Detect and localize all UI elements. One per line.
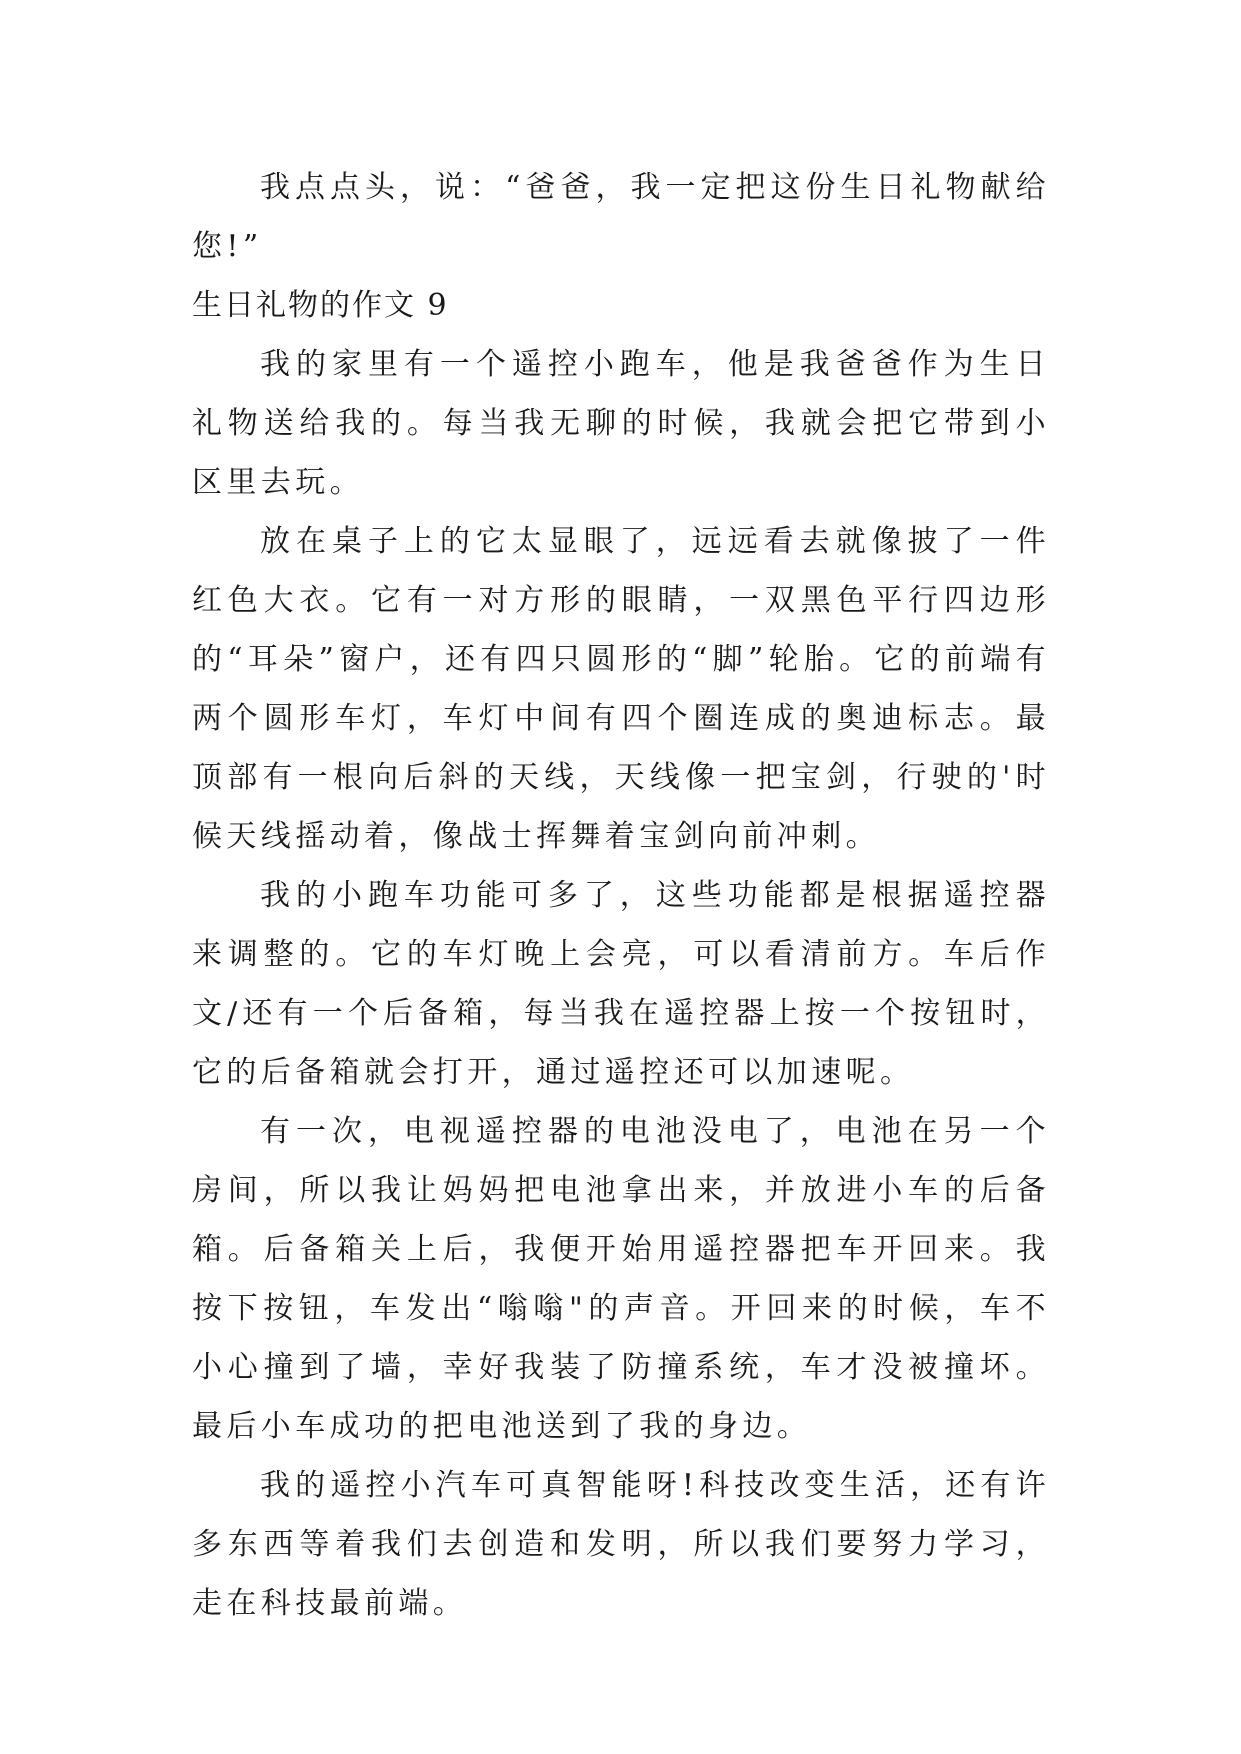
paragraph: 放在桌子上的它太显眼了，远远看去就像披了一件红色大衣。它有一对方形的眼睛，一双黑色平行四边形的“耳朵”窗户，还有四只圆形的“脚”轮胎。它的前端有两个圆形车灯，车灯中间有四个圈连成的奥迪标志。最顶部有一根向后斜的天线，天线像一把宝剑，行驶的'时候天线摇动着，像战士挥舞着宝剑向前冲刺。	[192, 524, 1050, 854]
paragraph: 我的遥控小汽车可真智能呀!科技改变生活，还有许多东西等着我们去创造和发明，所以我们要努力学习，走在科技最前端。	[192, 1468, 1050, 1621]
paragraph: 有一次，电视遥控器的电池没电了，电池在另一个房间，所以我让妈妈把电池拿出来，并放进小车的后备箱。后备箱关上后，我便开始用遥控器把车开回来。我按下按钮，车发出“嗡嗡"的声音。开回来的时候，车不小心撞到了墙，幸好我装了防撞系统，车才没被撞坏。最后小车成功的把电池送到了我的身边。	[192, 1114, 1050, 1444]
paragraph: 我点点头，说：“爸爸，我一定把这份生日礼物献给您!”	[192, 170, 1050, 264]
document-body	[192, 158, 1050, 1633]
section-heading: 生日礼物的作文 9	[192, 288, 449, 323]
paragraph: 我的小跑车功能可多了，这些功能都是根据遥控器来调整的。它的车灯晚上会亮，可以看清前方。车后作文/还有一个后备箱，每当我在遥控器上按一个按钮时，它的后备箱就会打开，通过遥控还可以加速呢。	[192, 878, 1050, 1090]
paragraph: 我的家里有一个遥控小跑车，他是我爸爸作为生日礼物送给我的。每当我无聊的时候，我就会把它带到小区里去玩。	[192, 347, 1050, 500]
